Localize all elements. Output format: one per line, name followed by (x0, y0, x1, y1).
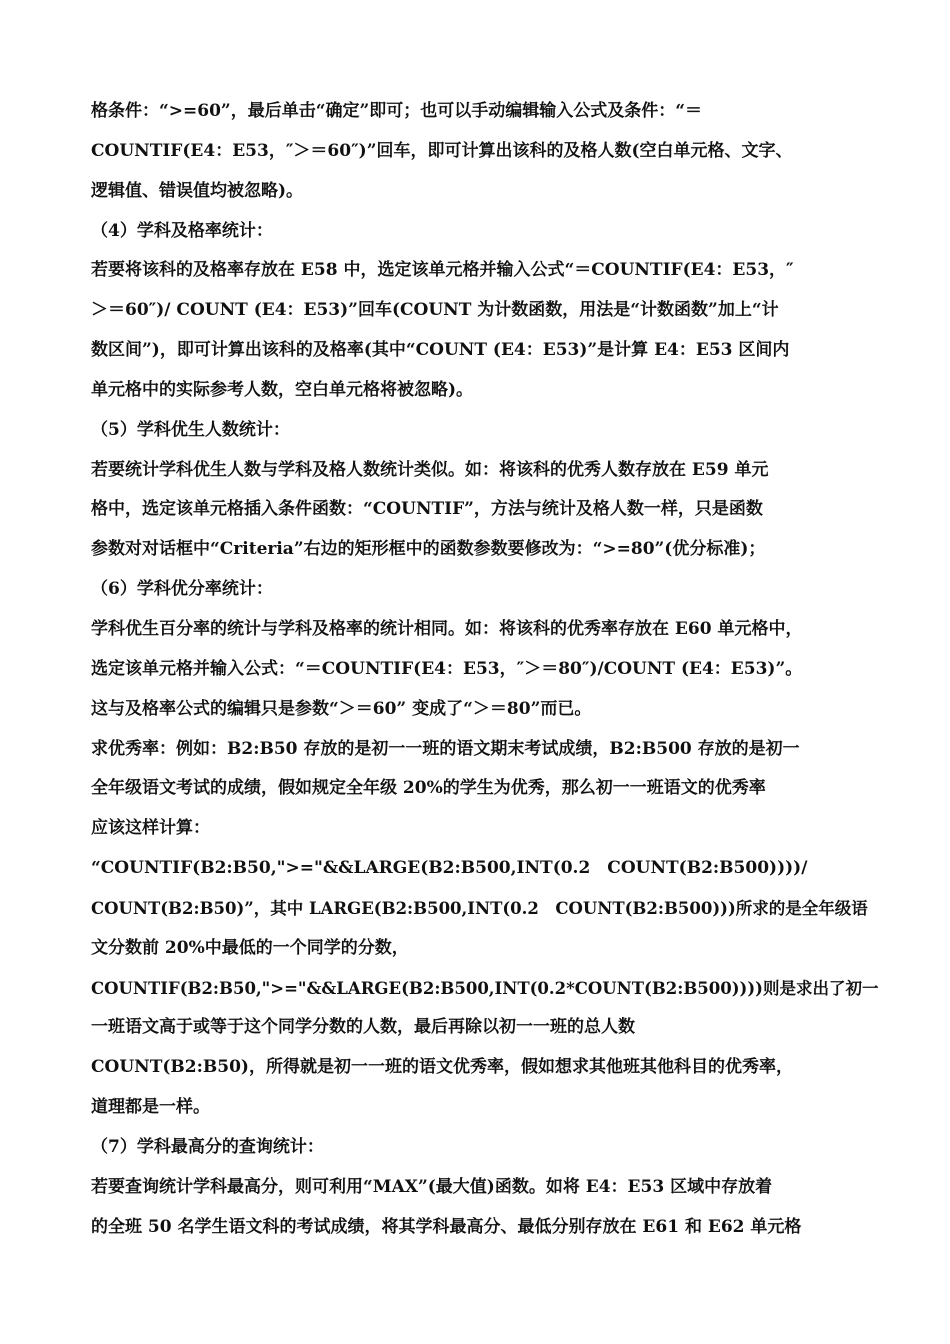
section-heading-4: （4）学科及格率统计： (91, 220, 273, 241)
text-line: 文分数前 20%中最低的一个同学的分数， (91, 937, 409, 958)
text-line: COUNT(B2:B50)，所得就是初一一班的语文优秀率，假如想求其他班其他科目的优秀率， (91, 1057, 793, 1078)
text-line: 应该这样计算： (91, 818, 210, 839)
text-line: 求优秀率：例如：B2:B50 存放的是初一一班的语文期末考试成绩，B2:B500 存放的是初一 (91, 738, 800, 759)
formula-line: COUNTIF(B2:B50,">="&&LARGE(B2:B500,INT(0.2*COUNT(B2:B500))))则是求出了初一 (91, 978, 879, 998)
text-line: 参数对对话框中“Criteria”右边的矩形框中的函数参数要修改为：“>=80”(优分标准)； (91, 539, 766, 560)
text-line: 逻辑值、错误值均被忽略)。 (91, 180, 304, 201)
section-heading-6: （6）学科优分率统计： (91, 579, 273, 600)
text-line: ＞＝60″)/ COUNT (E4：E53)”回车(COUNT 为计数函数，用法是“计数函数”加上“计 (91, 300, 779, 321)
text-line: 选定该单元格并输入公式：“＝COUNTIF(E4：E53，″＞＝80″)/COUNT (E4：E53)”。 (91, 658, 803, 679)
text-line: 的全班 50 名学生语文科的考试成绩，将其学科最高分、最低分别存放在 E61 和 E62 单元格 (91, 1216, 802, 1237)
document-body (91, 92, 879, 1247)
section-heading-7: （7）学科最高分的查询统计： (91, 1136, 324, 1157)
text-line: 单元格中的实际参考人数，空白单元格将被忽略)。 (91, 379, 474, 400)
text-line: 全年级语文考试的成绩，假如规定全年级 20%的学生为优秀，那么初一一班语文的优秀率 (91, 778, 766, 799)
section-heading-5: （5）学科优生人数统计： (91, 419, 290, 440)
text-line: 若要将该科的及格率存放在 E58 中，选定该单元格并输入公式“＝COUNTIF(E4：E53，″ (91, 260, 794, 281)
text-line: 格中，选定该单元格插入条件函数：“COUNTIF”，方法与统计及格人数一样，只是函数 (91, 499, 763, 520)
text-line: 学科优生百分率的统计与学科及格率的统计相同。如：将该科的优秀率存放在 E60 单元格中， (91, 618, 803, 639)
text-line: 格条件：“>=60”，最后单击“确定”即可；也可以手动编辑输入公式及条件：“＝ (91, 101, 703, 121)
text-line: 这与及格率公式的编辑只是参数“＞＝60” 变成了“＞＝80”而已。 (91, 698, 592, 719)
text-line: 道理都是一样。 (91, 1097, 210, 1118)
text-line: COUNTIF(E4：E53，″＞＝60″)”回车，即可计算出该科的及格人数(空白单元格、文字、 (91, 140, 793, 161)
text-line: 数区间”)，即可计算出该科的及格率(其中“COUNT (E4：E53)”是计算 E4：E53 区间内 (91, 340, 790, 361)
text-line: 若要统计学科优生人数与学科及格人数统计类似。如：将该科的优秀人数存放在 E59 单元 (91, 459, 769, 480)
formula-line: “COUNTIF(B2:B50,">="&&LARGE(B2:B500,INT(0.2 COUNT(B2:B500))))/ (91, 858, 808, 879)
text-line: 一班语文高于或等于这个同学分数的人数，最后再除以初一一班的总人数 (91, 1017, 635, 1038)
formula-line: COUNT(B2:B50)”，其中 LARGE(B2:B500,INT(0.2 COUNT(B2:B500)))所求的是全年级语 (91, 898, 868, 918)
text-line: 若要查询统计学科最高分，则可利用“MAX”(最大值)函数。如将 E4：E53 区域中存放着 (91, 1176, 773, 1197)
